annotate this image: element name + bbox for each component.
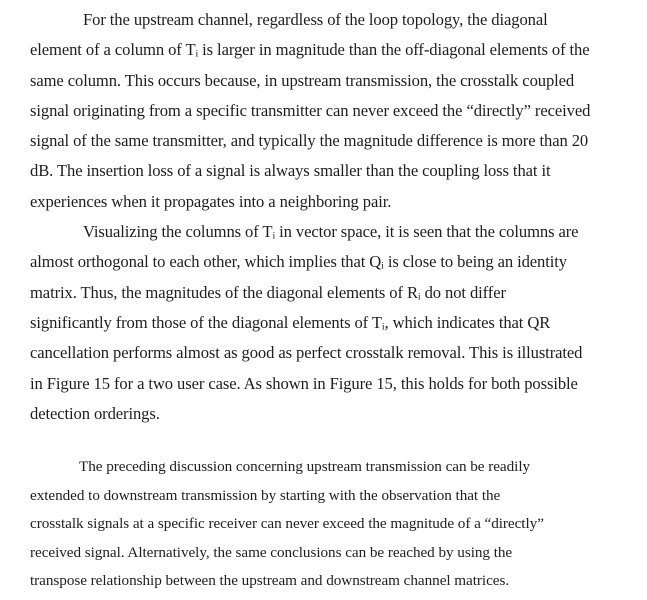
text-line: cancellation performs almost as good as perfect crosstalk removal. This is illustrated: [30, 343, 583, 363]
text-line: significantly from those of the diagonal elements of Tᵢ, which indicates that QR: [30, 312, 551, 332]
text-line: experiences when it propagates into a neighboring pair.: [30, 191, 392, 211]
text-line: detection orderings.: [30, 403, 160, 423]
text-line: signal originating from a specific transmitter can never exceed the “directly” received: [30, 100, 591, 120]
paragraph-downstream: [30, 453, 544, 596]
text-line: almost orthogonal to each other, which implies that Qᵢ is close to being an identity: [30, 252, 567, 272]
paragraph-upstream: [30, 5, 590, 429]
text-line: crosstalk signals at a specific receiver can never exceed the magnitude of a “directly”: [30, 515, 544, 533]
text-line: The preceding discussion concerning upstream transmission can be readily: [79, 458, 531, 475]
text-line: dB. The insertion loss of a signal is always smaller than the coupling loss that it: [30, 161, 551, 181]
text-line: element of a column of Tᵢ is larger in magnitude than the off-diagonal elements of the: [30, 40, 590, 60]
text-line: signal of the same transmitter, and typically the magnitude difference is more than 20: [30, 131, 589, 151]
text-line: same column. This occurs because, in upstream transmission, the crosstalk coupled: [30, 70, 575, 90]
text-line: For the upstream channel, regardless of the loop topology, the diagonal: [83, 10, 548, 29]
text-line: extended to downstream transmission by starting with the observation that the: [30, 486, 501, 504]
text-line: Visualizing the columns of Tᵢ in vector space, it is seen that the columns are: [83, 222, 579, 242]
text-line: matrix. Thus, the magnitudes of the diagonal elements of Rᵢ do not differ: [30, 282, 506, 302]
text-line: received signal. Alternatively, the same conclusions can be reached by using the: [30, 543, 513, 561]
text-line: in Figure 15 for a two user case. As shown in Figure 15, this holds for both possible: [30, 373, 578, 393]
text-line: transpose relationship between the upstream and downstream channel matrices.: [30, 572, 510, 590]
